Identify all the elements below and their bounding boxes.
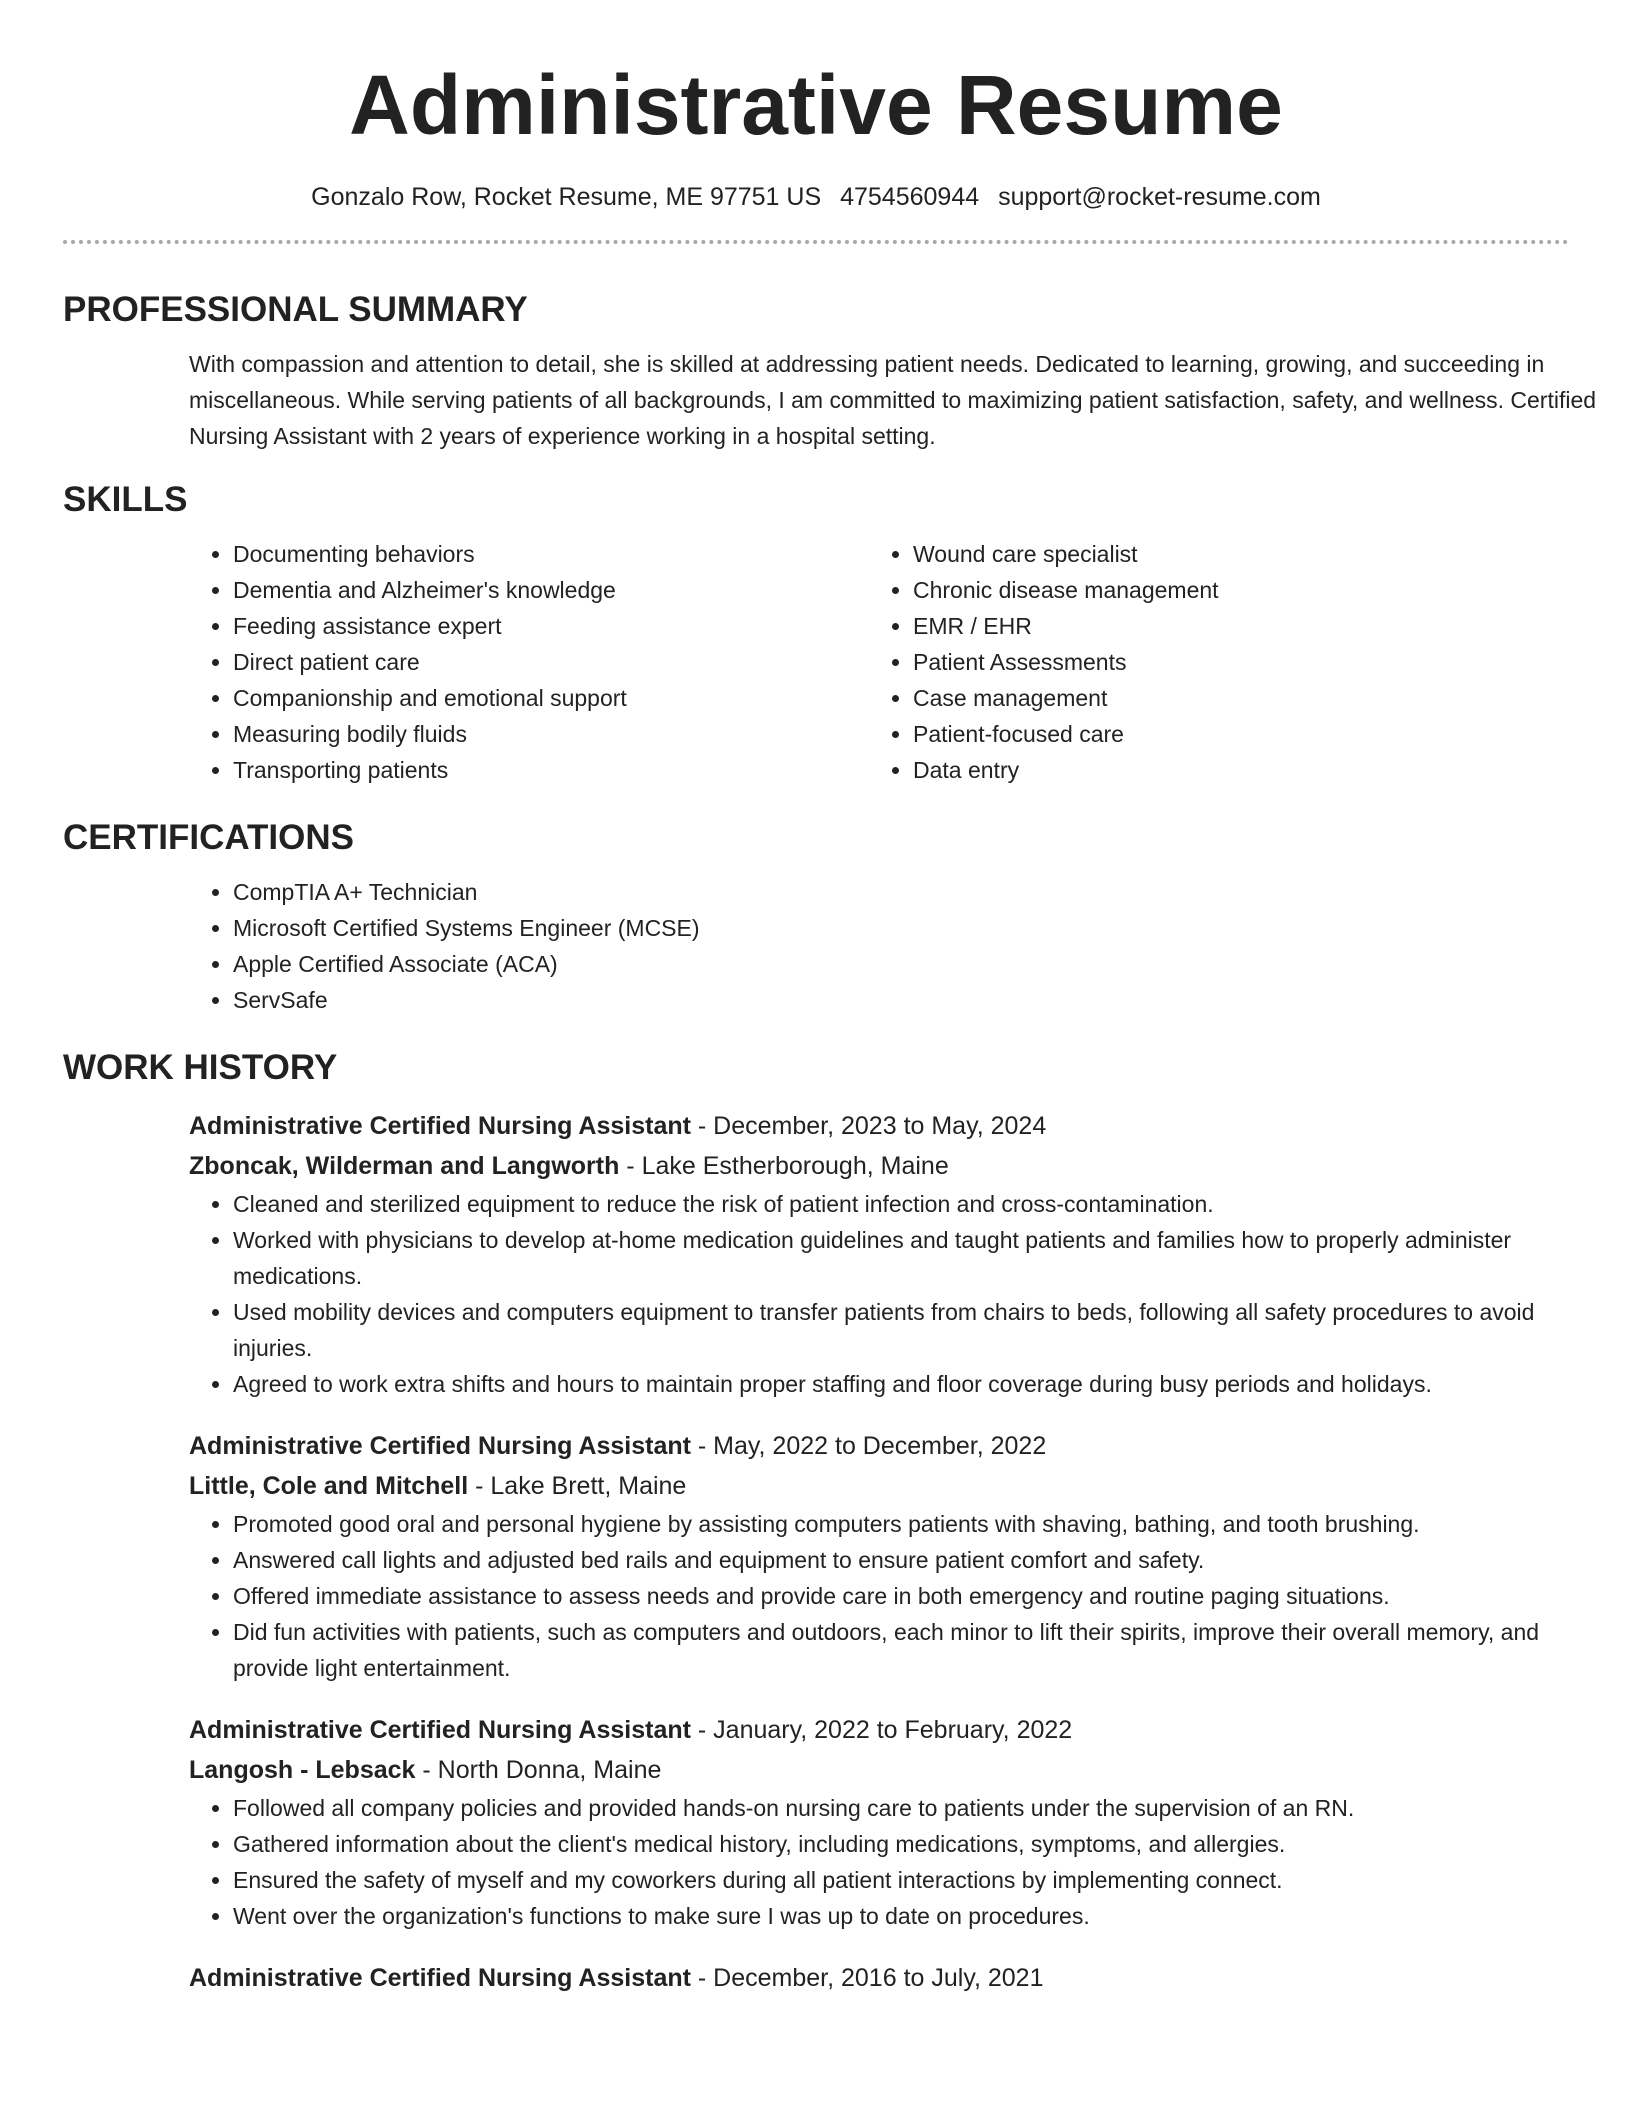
job-duty: • Went over the organization's functions to make sure I was up to date on procedures.: [233, 1898, 1569, 1934]
job-title: Administrative Certified Nursing Assistant: [189, 1112, 691, 1140]
job-location: - Lake Brett, Maine: [468, 1472, 687, 1500]
skills-column-left: [189, 536, 869, 788]
job-company-line: [189, 1466, 1569, 1506]
skill-item: • Companionship and emotional support: [233, 680, 869, 716]
skill-item: • Chronic disease management: [913, 572, 1549, 608]
summary-section: [189, 346, 1597, 454]
contact-address: Gonzalo Row, Rocket Resume, ME 97751 US: [311, 183, 822, 211]
skill-item: • Patient-focused care: [913, 716, 1549, 752]
certification-item: • ServSafe: [233, 982, 1569, 1018]
job-entry: [189, 1426, 1569, 1686]
skill-item: • Transporting patients: [233, 752, 869, 788]
job-title: Administrative Certified Nursing Assistant: [189, 1716, 691, 1744]
summary-heading: PROFESSIONAL SUMMARY: [63, 290, 528, 329]
job-title: Administrative Certified Nursing Assistant: [189, 1432, 691, 1460]
skill-item: • Direct patient care: [233, 644, 869, 680]
job-company-line: [189, 1750, 1569, 1790]
skill-item: • Feeding assistance expert: [233, 608, 869, 644]
skill-item: • Wound care specialist: [913, 536, 1549, 572]
job-duty: • Worked with physicians to develop at-home medication guidelines and taught patients and families how to properly administer medications.: [233, 1222, 1569, 1294]
skill-item: • Data entry: [913, 752, 1549, 788]
certifications-section: [189, 874, 1569, 1018]
skill-item: • Case management: [913, 680, 1549, 716]
skill-item: • Patient Assessments: [913, 644, 1549, 680]
job-duty: • Promoted good oral and personal hygiene by assisting computers patients with shaving, bathing, and tooth brushing.: [233, 1506, 1569, 1542]
job-entry: [189, 1958, 1569, 1998]
certification-item: • Microsoft Certified Systems Engineer (MCSE): [233, 910, 1569, 946]
certifications-heading: CERTIFICATIONS: [63, 818, 355, 857]
contact-email: support@rocket-resume.com: [998, 183, 1321, 211]
job-duty: • Agreed to work extra shifts and hours to maintain proper staffing and floor coverage during busy periods and holidays.: [233, 1366, 1569, 1402]
job-duties: [189, 1790, 1569, 1934]
job-title-line: [189, 1106, 1569, 1146]
skills-list-right: [869, 536, 1549, 788]
job-duty: • Used mobility devices and computers equipment to transfer patients from chairs to beds, following all safety procedures to avoid injuries.: [233, 1294, 1569, 1366]
skills-list-left: [189, 536, 869, 788]
job-entry: [189, 1710, 1569, 1934]
job-company: Langosh - Lebsack: [189, 1756, 416, 1784]
work-history-section: [189, 1106, 1569, 1998]
skill-item: • Measuring bodily fluids: [233, 716, 869, 752]
certification-item: • CompTIA A+ Technician: [233, 874, 1569, 910]
job-title-line: [189, 1958, 1569, 1998]
job-entry: [189, 1106, 1569, 1402]
job-duty: • Cleaned and sterilized equipment to reduce the risk of patient infection and cross-contamination.: [233, 1186, 1569, 1222]
work-history-heading: WORK HISTORY: [63, 1048, 338, 1087]
job-dates: - January, 2022 to February, 2022: [690, 1716, 1073, 1744]
skill-item: • Documenting behaviors: [233, 536, 869, 572]
job-title: Administrative Certified Nursing Assistant: [189, 1964, 691, 1992]
certification-item: • Apple Certified Associate (ACA): [233, 946, 1569, 982]
job-duty: • Ensured the safety of myself and my coworkers during all patient interactions by implementing connect.: [233, 1862, 1569, 1898]
job-duty: • Gathered information about the client's medical history, including medications, symptoms, and allergies.: [233, 1826, 1569, 1862]
skill-item: • Dementia and Alzheimer's knowledge: [233, 572, 869, 608]
job-dates: - December, 2016 to July, 2021: [690, 1964, 1044, 1992]
job-title-line: [189, 1426, 1569, 1466]
job-company-line: [189, 1146, 1569, 1186]
job-duties: [189, 1506, 1569, 1686]
job-duty: • Followed all company policies and provided hands-on nursing care to patients under the supervision of an RN.: [233, 1790, 1569, 1826]
contact-phone: 4754560944: [840, 183, 980, 211]
job-duties: [189, 1186, 1569, 1402]
job-duty: • Answered call lights and adjusted bed rails and equipment to ensure patient comfort and safety.: [233, 1542, 1569, 1578]
summary-text: With compassion and attention to detail, she is skilled at addressing patient needs. Dedicated to learning, growing, and succeeding in miscellaneous. While serving patients of all backgrounds, I am committed to maximizing patient satisfaction, safety, and wellness. Certified Nursing Assistant with 2 years of experience working in a hospital setting.: [189, 351, 1597, 449]
job-company: Zboncak, Wilderman and Langworth: [189, 1152, 620, 1180]
header-divider: [63, 240, 1569, 244]
job-location: - North Donna, Maine: [415, 1756, 662, 1784]
job-duty: • Offered immediate assistance to assess needs and provide care in both emergency and routine paging situations.: [233, 1578, 1569, 1614]
job-company: Little, Cole and Mitchell: [189, 1472, 469, 1500]
certifications-list: [189, 874, 1569, 1018]
job-dates: - May, 2022 to December, 2022: [690, 1432, 1047, 1460]
skills-heading: SKILLS: [63, 480, 188, 519]
job-dates: - December, 2023 to May, 2024: [690, 1112, 1047, 1140]
job-location: - Lake Estherborough, Maine: [619, 1152, 949, 1180]
skills-section: [189, 536, 1569, 788]
job-title-line: [189, 1710, 1569, 1750]
skill-item: • EMR / EHR: [913, 608, 1549, 644]
job-duty: • Did fun activities with patients, such as computers and outdoors, each minor to lift their spirits, improve their overall memory, and provide light entertainment.: [233, 1614, 1569, 1686]
contact-info: [63, 180, 1569, 214]
page-title: Administrative Resume: [349, 58, 1283, 152]
skills-column-right: [869, 536, 1549, 788]
